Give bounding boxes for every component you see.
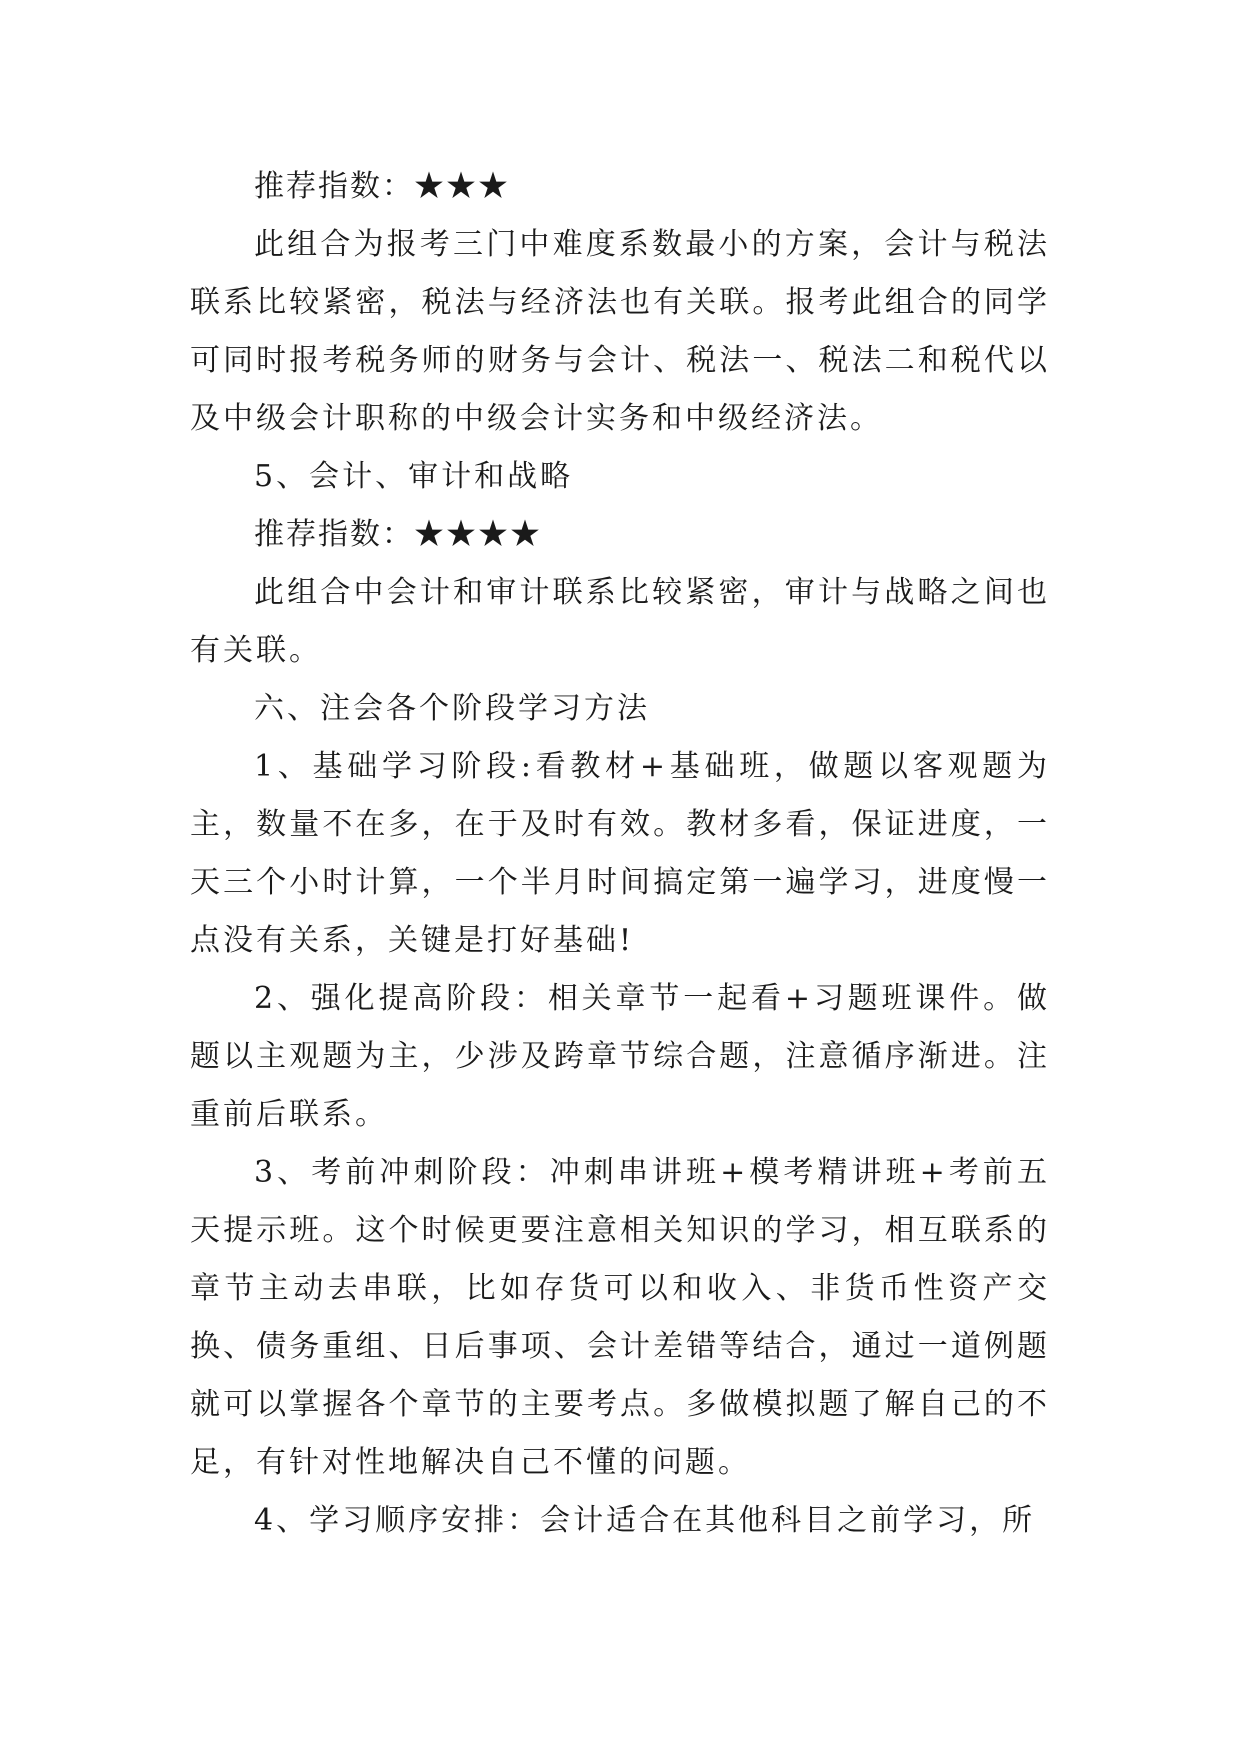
stage-one-paragraph: 1、基础学习阶段:看教材+基础班，做题以客观题为主，数量不在多，在于及时有效。教材多看，保证进度，一天三个小时计算，一个半月时间搞定第一遍学习，进度慢一点没有关系，关键是打好基础!: [190, 749, 1050, 958]
combo-five-description: 此组合中会计和审计联系比较紧密，审计与战略之间也有关联。: [190, 575, 1050, 668]
recommendation-rating-three-stars: 推荐指数：★★★: [254, 169, 510, 204]
combo-four-description: 此组合为报考三门中难度系数最小的方案，会计与税法联系比较紧密，税法与经济法也有关联。报考此组合的同学可同时报考税务师的财务与会计、税法一、税法二和税代以及中级会计职称的中级会计实务和中级经济法。: [190, 227, 1050, 436]
stage-three-paragraph: 3、考前冲刺阶段：冲刺串讲班+模考精讲班+考前五天提示班。这个时候更要注意相关知识的学习，相互联系的章节主动去串联，比如存货可以和收入、非货币性资产交换、债务重组、日后事项、会计差错等结合，通过一道例题就可以掌握各个章节的主要考点。多做模拟题了解自己的不足，有针对性地解决自己不懂的问题。: [190, 1155, 1050, 1480]
stage-four-paragraph: 4、学习顺序安排：会计适合在其他科目之前学习，所: [254, 1503, 1036, 1538]
combo-five-heading: 5、会计、审计和战略: [254, 459, 574, 494]
document-page: [190, 158, 1050, 1550]
section-six-heading: 六、注会各个阶段学习方法: [254, 691, 650, 726]
recommendation-rating-four-stars: 推荐指数：★★★★: [254, 517, 542, 552]
stage-two-paragraph: 2、强化提高阶段：相关章节一起看+习题班课件。做题以主观题为主，少涉及跨章节综合题，注意循序渐进。注重前后联系。: [190, 981, 1050, 1132]
